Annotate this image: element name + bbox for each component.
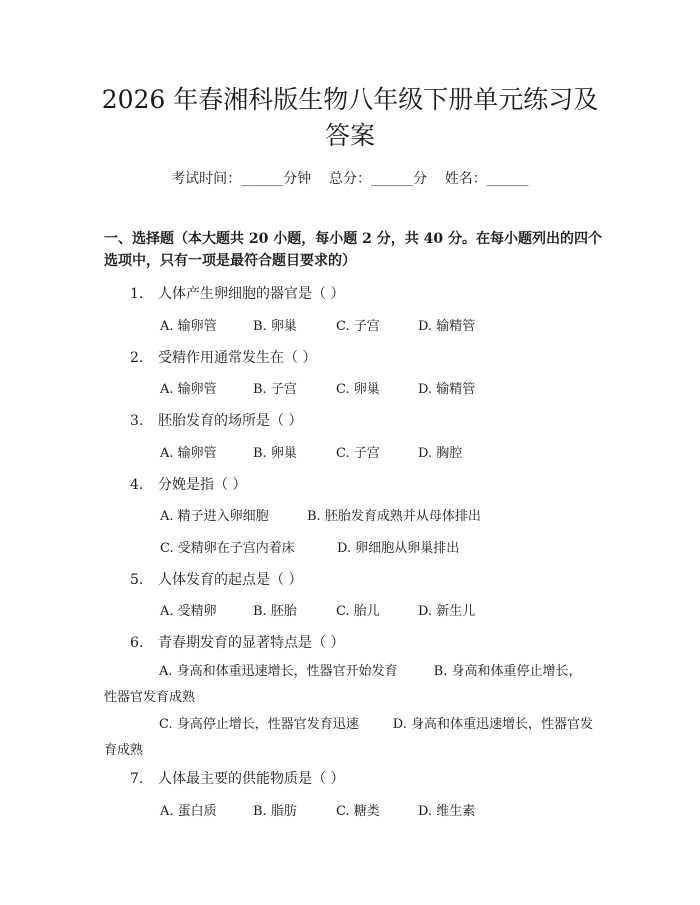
options-3: [160, 442, 462, 461]
option-a[interactable]: A. 输卵管: [160, 446, 217, 461]
question-4: [130, 474, 246, 494]
question-number: 2.: [130, 350, 144, 366]
options-2: [160, 378, 475, 397]
options-5: [160, 600, 475, 619]
question-text: 胚胎发育的场所是（ ）: [158, 413, 303, 429]
option-b[interactable]: B. 子宫: [253, 382, 297, 397]
option-b[interactable]: B. 胚胎: [253, 604, 297, 619]
option-a[interactable]: A. 输卵管: [160, 319, 217, 334]
option-b[interactable]: B. 身高和体重停止增长，性器官发育成熟: [104, 664, 582, 705]
question-text: 人体发育的起点是（ ）: [158, 572, 303, 588]
question-text: 青春期发育的显著特点是（ ）: [158, 635, 345, 651]
title-line-1: 2026 年春湘科版生物八年级下册单元练习及: [101, 85, 599, 114]
option-c[interactable]: C. 卵巢: [336, 382, 380, 397]
question-number: 6.: [130, 635, 144, 651]
options-7: [160, 800, 475, 819]
options-6-row-1: [104, 659, 594, 711]
question-5: [130, 569, 302, 589]
option-c[interactable]: C. 胎儿: [336, 604, 380, 619]
question-text: 受精作用通常发生在（ ）: [158, 350, 317, 366]
option-d[interactable]: D. 胸腔: [418, 446, 463, 461]
question-3: [130, 410, 302, 430]
question-number: 5.: [130, 572, 144, 588]
option-d[interactable]: D. 输精管: [418, 319, 476, 334]
question-number: 3.: [130, 413, 144, 429]
section-title: 一、选择题（本大题共 20 小题，每小题 2 分，共 40 分。在每小题列出的四个选项中，只有一项是最符合题目要求的）: [104, 231, 602, 269]
option-a[interactable]: A. 精子进入卵细胞: [160, 509, 269, 524]
question-1: [130, 283, 344, 303]
question-number: 1.: [130, 286, 144, 302]
option-c[interactable]: C. 受精卵在子宫内着床: [160, 541, 295, 556]
title-line-2: 答案: [324, 121, 375, 150]
option-a[interactable]: A. 身高和体重迅速增长，性器官开始发育: [159, 664, 398, 679]
option-d[interactable]: D. 输精管: [418, 382, 476, 397]
question-number: 7.: [130, 771, 144, 787]
option-d[interactable]: D. 身高和体重迅速增长，性器官发育成熟: [104, 717, 593, 758]
options-4-row-1: [160, 505, 481, 524]
exam-meta: 考试时间：______分钟 总分：______分 姓名：______: [171, 171, 529, 187]
option-a[interactable]: A. 输卵管: [160, 382, 217, 397]
options-1: [160, 315, 475, 334]
question-text: 分娩是指（ ）: [158, 477, 247, 493]
option-b[interactable]: B. 卵巢: [253, 319, 297, 334]
option-b[interactable]: B. 脂肪: [253, 804, 297, 819]
option-b[interactable]: B. 胚胎发育成熟并从母体排出: [307, 509, 481, 524]
options-6-row-2: [104, 712, 594, 764]
option-c[interactable]: C. 子宫: [336, 319, 380, 334]
option-d[interactable]: D. 卵细胞从卵巢排出: [337, 541, 460, 556]
option-b[interactable]: B. 卵巢: [253, 446, 297, 461]
option-a[interactable]: A. 蛋白质: [160, 804, 217, 819]
options-4-row-2: [160, 537, 459, 556]
option-a[interactable]: A. 受精卵: [160, 604, 217, 619]
question-text: 人体最主要的供能物质是（ ）: [158, 771, 345, 787]
question-text: 人体产生卵细胞的器官是（ ）: [158, 286, 345, 302]
option-c[interactable]: C. 糖类: [336, 804, 380, 819]
question-7: [130, 768, 344, 788]
option-d[interactable]: D. 维生素: [418, 804, 476, 819]
question-number: 4.: [130, 477, 144, 493]
option-c[interactable]: C. 身高停止增长，性器官发育迅速: [159, 717, 359, 732]
question-2: [130, 347, 316, 367]
option-d[interactable]: D. 新生儿: [418, 604, 476, 619]
option-c[interactable]: C. 子宫: [336, 446, 380, 461]
question-6: [130, 632, 344, 652]
